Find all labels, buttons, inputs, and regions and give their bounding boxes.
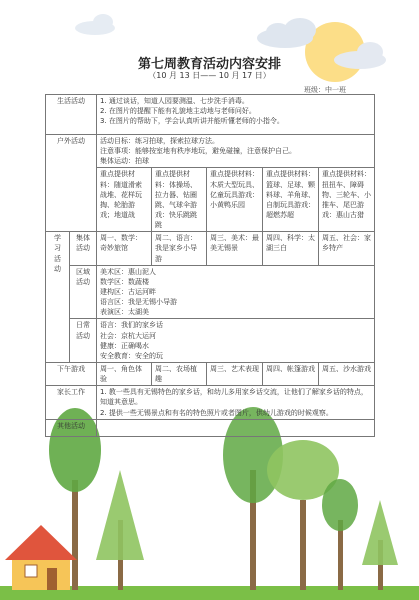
group-activity-cell: 周五、社会：家乡特产 bbox=[319, 232, 375, 265]
life-label: 生活活动 bbox=[46, 95, 97, 135]
group-activity-cell: 周一、数学：奇妙旅馆 bbox=[97, 232, 152, 265]
home-label: 家长工作 bbox=[46, 386, 97, 419]
area-line: 美术区：惠山泥人 bbox=[100, 267, 156, 276]
group-activity-label: 集体活动 bbox=[70, 232, 97, 265]
tree-icon bbox=[322, 479, 358, 590]
afternoon-cell: 周三、艺术表现 bbox=[207, 362, 263, 385]
area-activity-content bbox=[97, 265, 375, 319]
page-title: 第七周教育活动内容安排 bbox=[137, 57, 281, 72]
outdoor-line: 集体运动：拍球 bbox=[100, 157, 149, 166]
other-content bbox=[97, 419, 375, 436]
daily-line: 健康：正确喝水 bbox=[100, 341, 149, 350]
life-item: 3. 在图片的帮助下，学会认真听讲并能听懂老师的小指令。 bbox=[100, 117, 284, 126]
life-item: 2. 在图片的提醒下能有礼貌地主动地与老师问好。 bbox=[100, 107, 256, 116]
learning-group-row bbox=[46, 232, 375, 265]
afternoon-cell: 周五、沙水游戏 bbox=[319, 362, 375, 385]
outdoor-day-cell: 重点提供材料：篮球、足球、颗料球、羊角球、自制玩具游戏：超燃苏超 bbox=[263, 168, 319, 232]
home-content bbox=[97, 386, 375, 419]
tree-icon bbox=[362, 500, 398, 590]
area-line: 语言区：我是无锡小导游 bbox=[100, 298, 177, 307]
afternoon-label: 下午游戏 bbox=[46, 362, 97, 385]
daily-line: 语言：我们的家乡话 bbox=[100, 321, 163, 330]
afternoon-cell: 周四、帐篷游戏 bbox=[263, 362, 319, 385]
outdoor-day-cell: 重点提供材料：随道滑索战堆、花样玩掏、轮胎游戏；地道战 bbox=[97, 168, 152, 232]
afternoon-cell: 周一、角色体验 bbox=[97, 362, 152, 385]
outdoor-day-cell: 重点提供材料：木质大型玩具、亿童玩具游戏：小黄鸭乐园 bbox=[207, 168, 263, 232]
tree-icon bbox=[96, 470, 144, 590]
learning-area-row bbox=[46, 265, 375, 319]
group-activity-cell: 周二、语言：我是家乡小导游 bbox=[152, 232, 207, 265]
learning-daily-row bbox=[46, 319, 375, 363]
outdoor-day-cell: 重点提供材料：体操场、拉力器、钻圈跳、气球伞游戏：快乐跳跳跳 bbox=[152, 168, 207, 232]
outdoor-intro bbox=[97, 135, 375, 168]
life-item: 1. 通过谈话，知道人园要测温、七步洗手消毒。 bbox=[100, 97, 249, 105]
area-activity-label: 区域活动 bbox=[70, 265, 97, 319]
life-content bbox=[97, 95, 375, 135]
daily-line: 安全教育：安全的玩 bbox=[100, 351, 163, 360]
area-line: 数学区：数蔬楼 bbox=[100, 277, 149, 286]
other-label: 其他活动 bbox=[46, 419, 97, 436]
home-item: 1. 教一些具有无锡特色的家乡话，和幼儿多用家乡话交流，让他们了解家乡话的特点，知道其意思。 bbox=[100, 388, 368, 407]
afternoon-cell: 周二、农场植趣 bbox=[152, 362, 207, 385]
daily-activity-content bbox=[97, 319, 375, 363]
cloud-icon bbox=[75, 14, 115, 35]
class-label: 班级：中一班 bbox=[304, 86, 346, 94]
home-row bbox=[46, 386, 375, 419]
afternoon-row bbox=[46, 362, 375, 385]
outdoor-row-intro bbox=[46, 135, 375, 168]
outdoor-label: 户外活动 bbox=[46, 135, 97, 232]
group-activity-cell: 周四、科学：太湖三白 bbox=[263, 232, 319, 265]
house-icon bbox=[5, 525, 77, 590]
cloud-icon bbox=[257, 18, 316, 48]
other-row bbox=[46, 419, 375, 436]
area-line: 表演区：太湖美 bbox=[100, 308, 149, 317]
area-line: 建构区：古运河畔 bbox=[100, 287, 156, 296]
outdoor-day-cell: 重点提供材料：扭扭车、障碍物、三轮车、小推车、尾巴游戏：惠山古猎 bbox=[319, 168, 375, 232]
home-item: 2. 提供一些无锡景点和有名的特色照片或者图片，供幼儿游戏的时候观察。 bbox=[100, 408, 333, 417]
group-activity-cell: 周三、美术：最美无锡景 bbox=[207, 232, 263, 265]
life-row bbox=[46, 95, 375, 135]
outdoor-line: 活动目标：练习拍球，探索拉球方法。 bbox=[100, 137, 219, 145]
daily-activity-label: 日常活动 bbox=[70, 319, 97, 363]
learning-label: 学习活动 bbox=[46, 232, 70, 363]
date-range: （10 月 13 日—— 10 月 17 日） bbox=[148, 71, 271, 80]
outdoor-line: 注意事项：能够按室地有秩序地玩，避免碰撞，注意保护自己。 bbox=[100, 147, 296, 156]
daily-line: 社会：京杭大运河 bbox=[100, 331, 156, 340]
schedule-table bbox=[45, 94, 375, 437]
